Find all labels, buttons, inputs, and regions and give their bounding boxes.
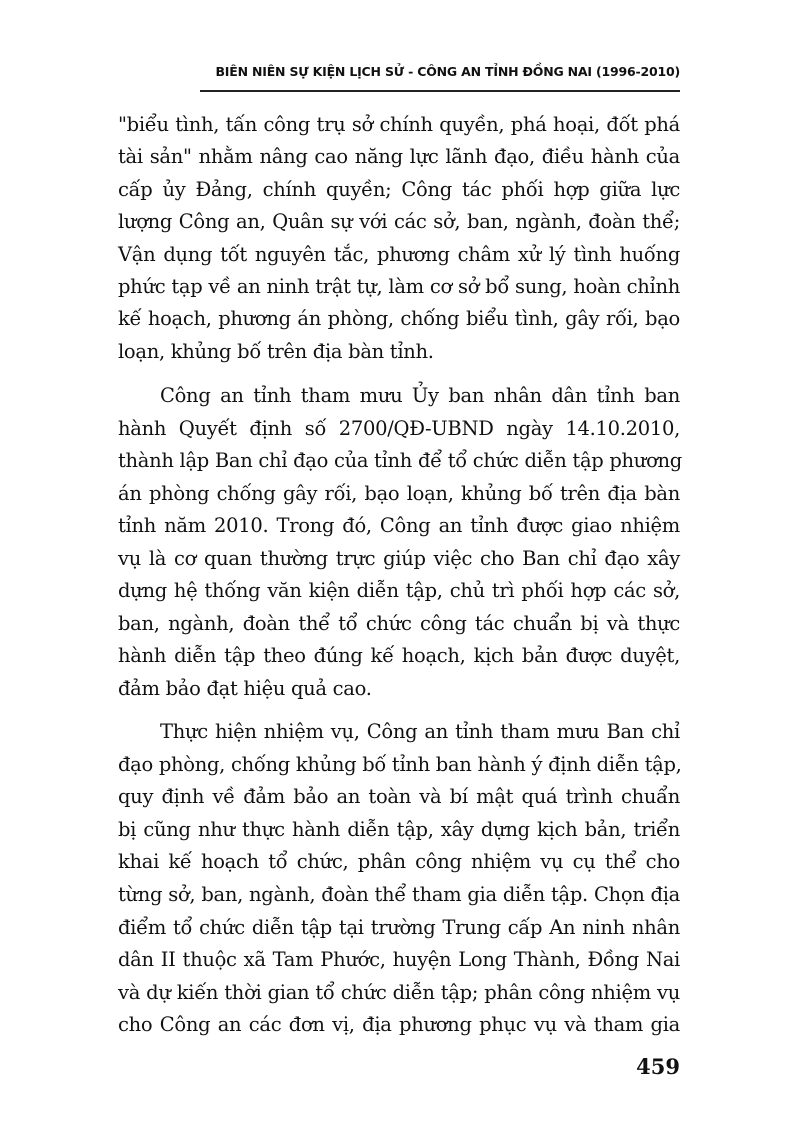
paragraph-1-line: phức tạp về an ninh trật tự, làm cơ sở bổ sung, hoàn chỉnh [118, 275, 680, 298]
paragraph-2-line: hành diễn tập theo đúng kế hoạch, kịch bản được duyệt, [118, 644, 680, 667]
paragraph-3-line: khai kế hoạch tổ chức, phân công nhiệm vụ cụ thể cho [118, 850, 680, 874]
paragraph-1-line: loạn, khủng bố trên địa bàn tỉnh. [118, 339, 434, 363]
paragraph-1-line: tài sản" nhằm nâng cao năng lực lãnh đạo, điều hành của [118, 145, 680, 169]
paragraph-2-line: ban, ngành, đoàn thể tổ chức công tác chuẩn bị và thực [118, 611, 680, 635]
running-header: BIÊN NIÊN SỰ KIỆN LỊCH SỬ - CÔNG AN TỈNH ĐỒNG NAI (1996-2010) [215, 64, 680, 79]
paragraph-1-line: cấp ủy Đảng, chính quyền; Công tác phối hợp giữa lực [118, 177, 680, 201]
paragraph-2-line: án phòng chống gây rối, bạo loạn, khủng bố trên địa bàn [118, 481, 680, 505]
paragraph-1-line: "biểu tình, tấn công trụ sở chính quyền, phá hoại, đốt phá [118, 113, 680, 136]
paragraph-1-line: lượng Công an, Quân sự với các sở, ban, ngành, đoàn thể; [118, 210, 680, 234]
paragraph-2-line: tỉnh năm 2010. Trong đó, Công an tỉnh được giao nhiệm [118, 514, 680, 537]
paragraph-2-line: hành Quyết định số 2700/QĐ-UBND ngày 14.10.2010, [118, 416, 680, 440]
paragraph-2-line: vụ là cơ quan thường trực giúp việc cho Ban chỉ đạo xây [118, 546, 680, 570]
paragraph-3-line: Thực hiện nhiệm vụ, Công an tỉnh tham mưu Ban chỉ [160, 720, 680, 743]
paragraph-3-line: đạo phòng, chống khủng bố tỉnh ban hành ý định diễn tập, [118, 752, 682, 776]
paragraph-3-line: điểm tổ chức diễn tập tại trường Trung cấp An ninh nhân [118, 915, 680, 939]
paragraph-2-line: Công an tỉnh tham mưu Ủy ban nhân dân tỉnh ban [160, 384, 680, 407]
paragraph-3-line: quy định về đảm bảo an toàn và bí mật quá trình chuẩn [118, 785, 680, 809]
header-rule [200, 90, 680, 92]
paragraph-3-line: từng sở, ban, ngành, đoàn thể tham gia diễn tập. Chọn địa [118, 883, 680, 906]
paragraph-1-line: kế hoạch, phương án phòng, chống biểu tình, gây rối, bạo [118, 307, 680, 331]
paragraph-3-line: dân II thuộc xã Tam Phước, huyện Long Thành, Đồng Nai [118, 948, 680, 972]
paragraph-2-line: thành lập Ban chỉ đạo của tỉnh để tổ chức diễn tập phương [118, 449, 682, 472]
page-number: 459 [636, 1054, 680, 1079]
paragraph-1-line: Vận dụng tốt nguyên tắc, phương châm xử lý tình huống [118, 242, 680, 266]
paragraph-2-line: đảm bảo đạt hiệu quả cao. [118, 676, 372, 700]
paragraph-3-line: và dự kiến thời gian tổ chức diễn tập; phân công nhiệm vụ [118, 980, 680, 1004]
paragraph-3-line: cho Công an các đơn vị, địa phương phục vụ và tham gia [118, 1013, 680, 1037]
paragraph-2-line: dựng hệ thống văn kiện diễn tập, chủ trì phối hợp các sở, [118, 579, 680, 602]
paragraph-3-line: bị cũng như thực hành diễn tập, xây dựng kịch bản, triển [118, 817, 680, 841]
